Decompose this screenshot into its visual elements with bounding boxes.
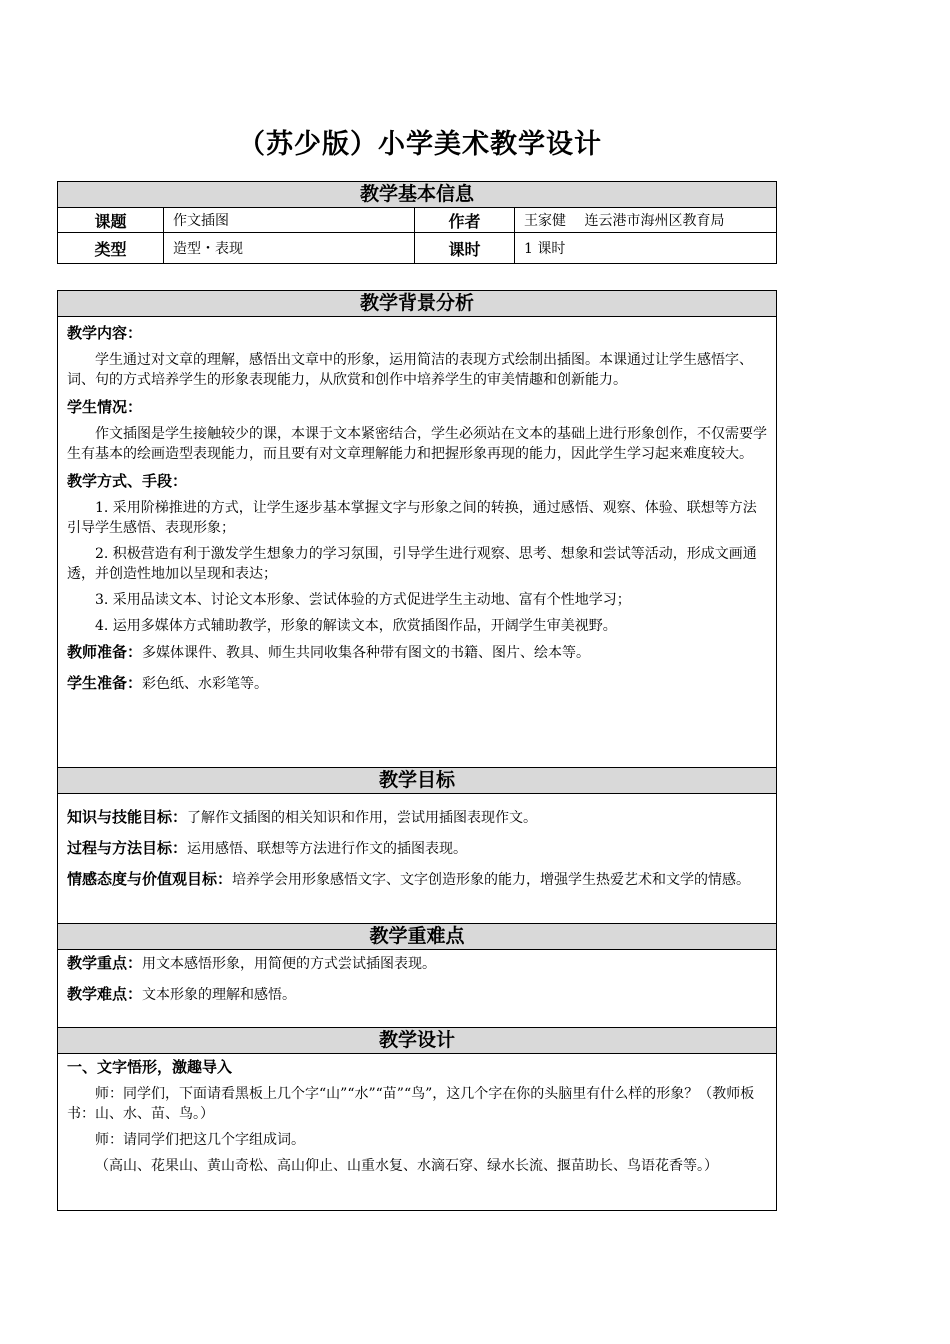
goals-section bbox=[58, 794, 777, 924]
method-item: 2. 积极营造有利于激发学生想象力的学习氛围，引导学生进行观察、思考、想象和尝试等活动，形成文画通透，并创造性地加以呈现和表达； bbox=[67, 546, 757, 582]
main-table bbox=[57, 290, 777, 1211]
section1-title: 一、文字悟形，激趣导入 bbox=[67, 1058, 233, 1076]
design-section bbox=[58, 1054, 777, 1211]
difficult-point bbox=[67, 984, 768, 1005]
author-label: 作者 bbox=[415, 208, 515, 233]
type-value: 造型・表现 bbox=[164, 233, 415, 264]
method-item: 1. 采用阶梯推进的方式，让学生逐步基本掌握文字与形象之间的转换，通过感悟、观察、体验、联想等方法引导学生感悟、表现形象； bbox=[67, 500, 757, 536]
basic-info-table bbox=[57, 181, 777, 264]
key-label: 教学重点： bbox=[67, 954, 143, 972]
student-prep-text: 彩色纸、水彩笔等。 bbox=[142, 676, 269, 692]
topic-label: 课题 bbox=[58, 208, 164, 233]
teacher-prep bbox=[67, 642, 768, 663]
teacher-prep-label: 教师准备： bbox=[67, 643, 143, 661]
knowledge-text: 了解作文插图的相关知识和作用，尝试用插图表现作文。 bbox=[187, 810, 538, 826]
content-title: 教学内容： bbox=[67, 324, 143, 342]
hours-label: 课时 bbox=[415, 233, 515, 264]
design-paragraph: （高山、花果山、黄山奇松、高山仰止、山重水复、水滴石穿、绿水长流、揠苗助长、鸟语花香等。） bbox=[95, 1158, 718, 1174]
student-prep-label: 学生准备： bbox=[67, 674, 143, 692]
difficult-text: 文本形象的理解和感悟。 bbox=[142, 987, 297, 1003]
hours-value: 1 课时 bbox=[515, 233, 777, 264]
key-points-section bbox=[58, 950, 777, 1028]
emotion-text: 培养学会用形象感悟文字、文字创造形象的能力，增强学生热爱艺术和文学的情感。 bbox=[232, 872, 751, 888]
method-item: 4. 运用多媒体方式辅助教学，形象的解读文本，欣赏插图作品，开阔学生审美视野。 bbox=[95, 618, 617, 634]
emotion-goal bbox=[67, 869, 768, 890]
students-title: 学生情况： bbox=[67, 398, 143, 416]
method-item: 3. 采用品读文本、讨论文本形象、尝试体验的方式促进学生主动地、富有个性地学习； bbox=[95, 592, 631, 608]
background-section bbox=[58, 317, 777, 768]
emotion-label: 情感态度与价值观目标： bbox=[67, 870, 233, 888]
design-paragraph: 师：同学们，下面请看黑板上几个字“山”“水”“苗”“鸟”，这几个字在你的头脑里有什么样的形象？（教师板书：山、水、苗、鸟。） bbox=[67, 1086, 755, 1122]
basic-info-header: 教学基本信息 bbox=[58, 182, 777, 208]
difficult-label: 教学难点： bbox=[67, 985, 143, 1003]
author-value: 王家健 连云港市海州区教育局 bbox=[515, 208, 777, 233]
key-points-header: 教学重难点 bbox=[58, 924, 777, 950]
methods-title: 教学方式、手段： bbox=[67, 472, 188, 490]
topic-value: 作文插图 bbox=[164, 208, 415, 233]
process-label: 过程与方法目标： bbox=[67, 839, 188, 857]
design-paragraph: 师：请同学们把这几个字组成词。 bbox=[95, 1132, 305, 1148]
student-prep bbox=[67, 673, 768, 694]
type-label: 类型 bbox=[58, 233, 164, 264]
key-point bbox=[67, 953, 768, 974]
process-goal bbox=[67, 838, 768, 859]
design-header: 教学设计 bbox=[58, 1028, 777, 1054]
knowledge-label: 知识与技能目标： bbox=[67, 808, 188, 826]
teacher-prep-text: 多媒体课件、教具、师生共同收集各种带有图文的书籍、图片、绘本等。 bbox=[142, 645, 591, 661]
knowledge-goal bbox=[67, 807, 768, 828]
process-text: 运用感悟、联想等方法进行作文的插图表现。 bbox=[187, 841, 468, 857]
goals-header: 教学目标 bbox=[58, 768, 777, 794]
students-text: 作文插图是学生接触较少的课，本课于文本紧密结合，学生必须站在文本的基础上进行形象创作，不仅需要学生有基本的绘画造型表现能力，而且要有对文章理解能力和把握形象再现的能力，因此学生学习起来难度较大。 bbox=[67, 426, 767, 462]
key-text: 用文本感悟形象，用简便的方式尝试插图表现。 bbox=[142, 956, 437, 972]
content-text: 学生通过对文章的理解，感悟出文章中的形象，运用简洁的表现方式绘制出插图。本课通过让学生感悟字、词、句的方式培养学生的形象表现能力，从欣赏和创作中培养学生的审美情趣和创新能力。 bbox=[67, 352, 753, 388]
page-title: （苏少版）小学美术教学设计 bbox=[238, 129, 602, 160]
background-header: 教学背景分析 bbox=[58, 291, 777, 317]
